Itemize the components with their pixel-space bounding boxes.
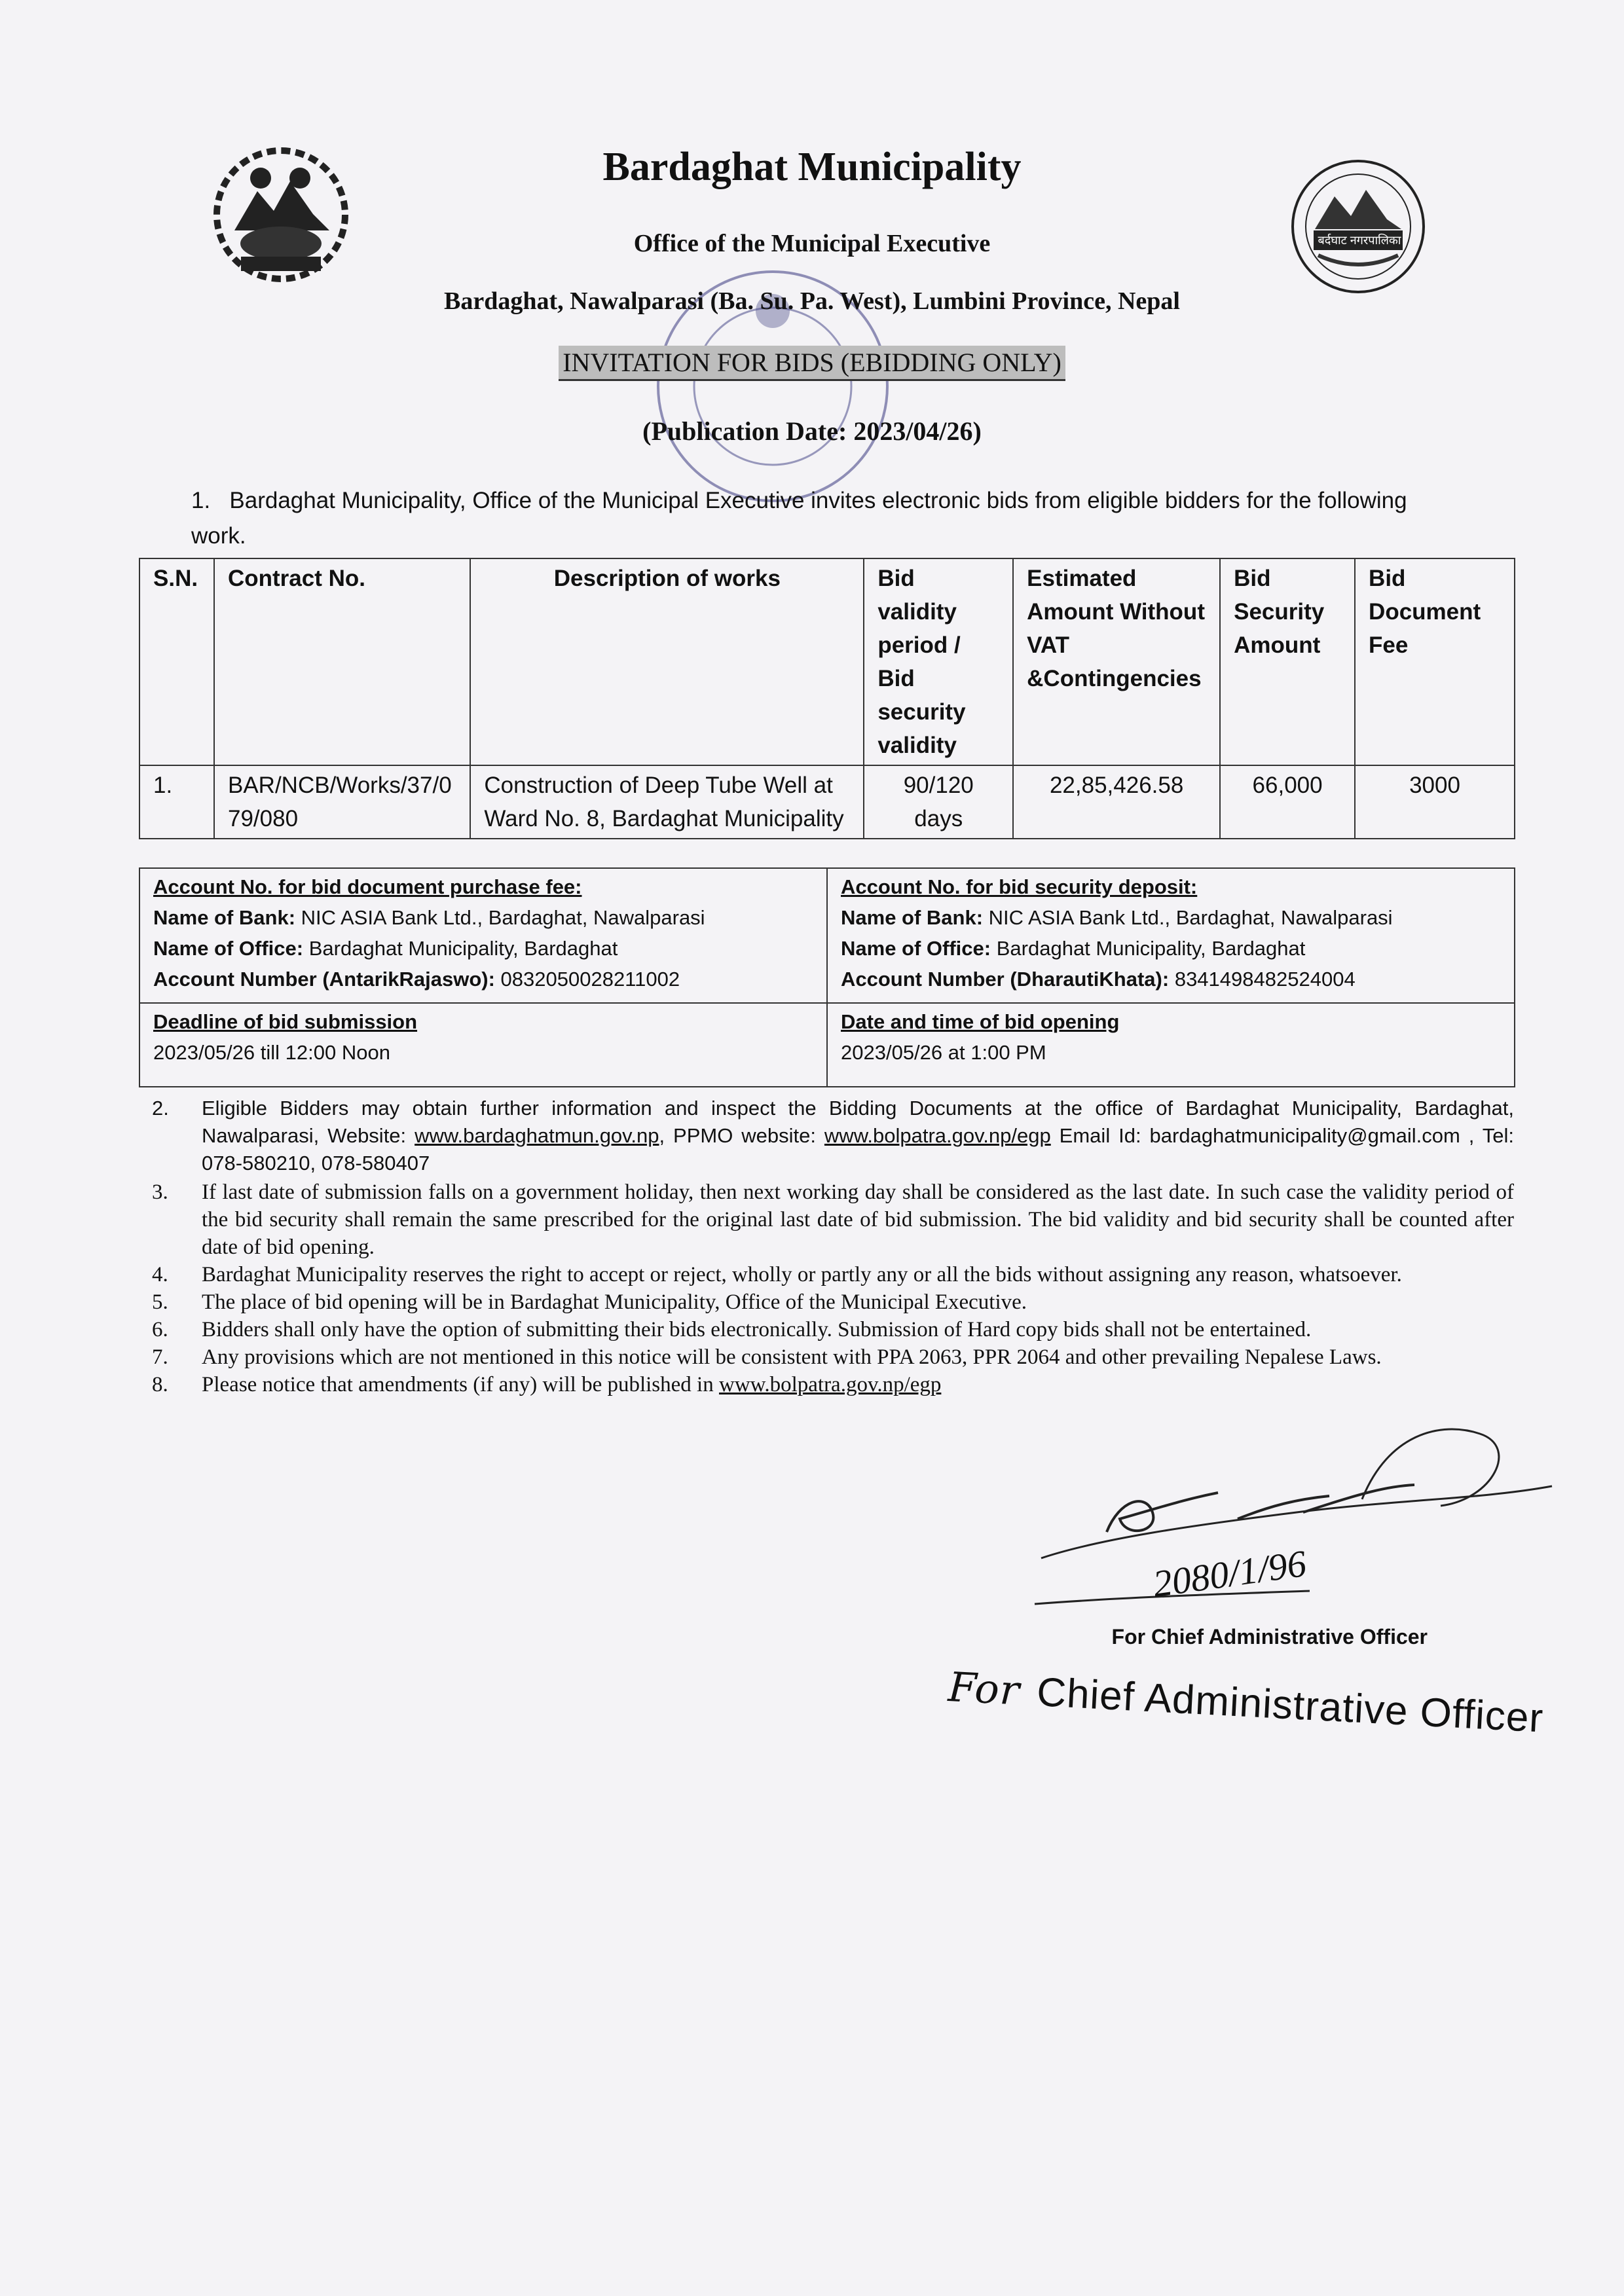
office-subtitle: Office of the Municipal Executive — [633, 230, 991, 257]
security-account-label: Account Number (DharautiKhata): — [841, 968, 1170, 991]
amendments-link[interactable]: www.bolpatra.gov.np/egp — [718, 1373, 942, 1396]
header-description: Description of works — [470, 558, 864, 765]
purchase-bank-label: Name of Bank: — [153, 906, 296, 929]
note-number: 6. — [152, 1318, 168, 1341]
note-number: 8. — [152, 1373, 168, 1396]
purchase-account-heading: Account No. for bid document purchase fee: — [153, 875, 582, 898]
stamp-prefix: For — [947, 1663, 1022, 1715]
security-office-label: Name of Office: — [841, 937, 991, 960]
cell-contract-no: BAR/NCB/Works/37/079/080 — [214, 765, 470, 839]
list-item — [139, 1316, 1514, 1343]
cell-document-fee: 3000 — [1355, 765, 1515, 839]
note-8-pre: Please notice that amendments (if any) will be published in — [202, 1373, 719, 1396]
table-row — [139, 765, 1515, 839]
list-item — [139, 1288, 1514, 1316]
intro-paragraph — [191, 483, 1435, 554]
security-account-number: 8341498482524004 — [1174, 968, 1356, 991]
header-sn: S.N. — [139, 558, 214, 765]
purchase-account-cell — [139, 868, 827, 1003]
purchase-bank: NIC ASIA Bank Ltd., Bardaghat, Nawalparasi — [301, 906, 705, 929]
account-table — [139, 867, 1515, 1087]
opening-heading: Date and time of bid opening — [841, 1010, 1120, 1033]
logo-text: बर्दघाट नगरपालिका — [1318, 234, 1401, 247]
header-validity: Bid validity period / Bid security validity — [864, 558, 1013, 765]
security-account-cell — [827, 868, 1515, 1003]
note-2-post: Email Id: bardaghatmunicipality@gmail.com , Tel: 078-580210, 078-580407 — [202, 1124, 1514, 1175]
publication-date: (Publication Date: 2023/04/26) — [642, 416, 982, 446]
notice-title: INVITATION FOR BIDS (EBIDDING ONLY) — [559, 346, 1065, 381]
list-item — [139, 1095, 1514, 1177]
header-contract-no: Contract No. — [214, 558, 470, 765]
note-number: 7. — [152, 1345, 168, 1369]
header-estimated-amount: Estimated Amount Without VAT &Contingencies — [1013, 558, 1220, 765]
header-security-amount: Bid Security Amount — [1220, 558, 1355, 765]
purchase-office: Bardaghat Municipality, Bardaghat — [308, 937, 618, 960]
website-link[interactable]: www.bardaghatmun.gov.np — [415, 1124, 659, 1147]
security-account-heading: Account No. for bid security deposit: — [841, 875, 1198, 898]
note-text: If last date of submission falls on a government holiday, then next working day shall be considered as the last date. In such case the validity period of the bid security shall remain the same prescribed for the original last date of bid submission. The bid validity and bid security shall be counted after date of bid opening. — [202, 1180, 1514, 1259]
note-text — [202, 1095, 1514, 1177]
note-text: Any provisions which are not mentioned in this notice will be consistent with PPA 2063, PPR 2064 and other prevailing Nepalese Laws. — [202, 1345, 1382, 1369]
note-number: 5. — [152, 1290, 168, 1314]
header-document-fee: Bid Document Fee — [1355, 558, 1515, 765]
cell-description: Construction of Deep Tube Well at Ward No. 8, Bardaghat Municipality — [470, 765, 864, 839]
office-address: Bardaghat, Nawalparasi (Ba. Su. Pa. West), Lumbini Province, Nepal — [444, 287, 1180, 315]
note-text: The place of bid opening will be in Bardaghat Municipality, Office of the Municipal Executive. — [202, 1290, 1027, 1314]
cell-validity: 90/120 days — [864, 765, 1013, 839]
designation-stamp — [947, 1663, 1545, 1742]
note-number: 3. — [152, 1180, 168, 1204]
signer-label: For Chief Administrative Officer — [1111, 1625, 1428, 1649]
page-title: Bardaghat Municipality — [602, 145, 1022, 189]
security-bank: NIC ASIA Bank Ltd., Bardaghat, Nawalparasi — [988, 906, 1393, 929]
stamp-text: Chief Administrative Officer — [1035, 1669, 1545, 1741]
notes-list — [139, 1095, 1514, 1398]
purchase-office-label: Name of Office: — [153, 937, 304, 960]
note-number: 4. — [152, 1263, 168, 1286]
opening-value: 2023/05/26 at 1:00 PM — [841, 1041, 1046, 1064]
cell-sn: 1. — [139, 765, 214, 839]
note-text — [202, 1371, 1514, 1398]
opening-cell — [827, 1003, 1515, 1087]
security-office: Bardaghat Municipality, Bardaghat — [996, 937, 1306, 960]
intro-number: 1. — [191, 488, 211, 513]
purchase-account-label: Account Number (AntarikRajaswo): — [153, 968, 495, 991]
ppmo-link[interactable]: www.bolpatra.gov.np/egp — [824, 1124, 1051, 1147]
list-item — [139, 1178, 1514, 1261]
signature-icon — [1022, 1408, 1559, 1624]
list-item — [139, 1371, 1514, 1398]
note-2-pre: Eligible Bidders may obtain further information and inspect the Bidding Documents at the office of Bardaghat Municipality, Bardaghat, Nawalparasi, Website: — [202, 1097, 1514, 1147]
cell-estimated-amount: 22,85,426.58 — [1013, 765, 1220, 839]
note-number: 2. — [152, 1097, 169, 1120]
cell-security-amount: 66,000 — [1220, 765, 1355, 839]
deadline-value: 2023/05/26 till 12:00 Noon — [153, 1041, 390, 1064]
deadline-heading: Deadline of bid submission — [153, 1010, 418, 1033]
notice-title-wrap — [0, 346, 1624, 381]
handwritten-date: 2080/1/96 — [1150, 1541, 1309, 1606]
deadline-cell — [139, 1003, 827, 1087]
list-item — [139, 1261, 1514, 1288]
note-2-mid: , PPMO website: — [659, 1124, 824, 1147]
purchase-account-number: 0832050028211002 — [500, 968, 680, 991]
note-text: Bardaghat Municipality reserves the right to accept or reject, wholly or partly any or all the bids without assigning any reason, whatsoever. — [202, 1263, 1402, 1286]
note-text: Bidders shall only have the option of submitting their bids electronically. Submission of Hard copy bids shall not be entertained. — [202, 1318, 1312, 1341]
bid-table-header-row — [139, 558, 1515, 765]
intro-text: Bardaghat Municipality, Office of the Municipal Executive invites electronic bids from eligible bidders for the following work. — [191, 488, 1407, 549]
bid-table — [139, 558, 1515, 839]
list-item — [139, 1343, 1514, 1371]
security-bank-label: Name of Bank: — [841, 906, 984, 929]
